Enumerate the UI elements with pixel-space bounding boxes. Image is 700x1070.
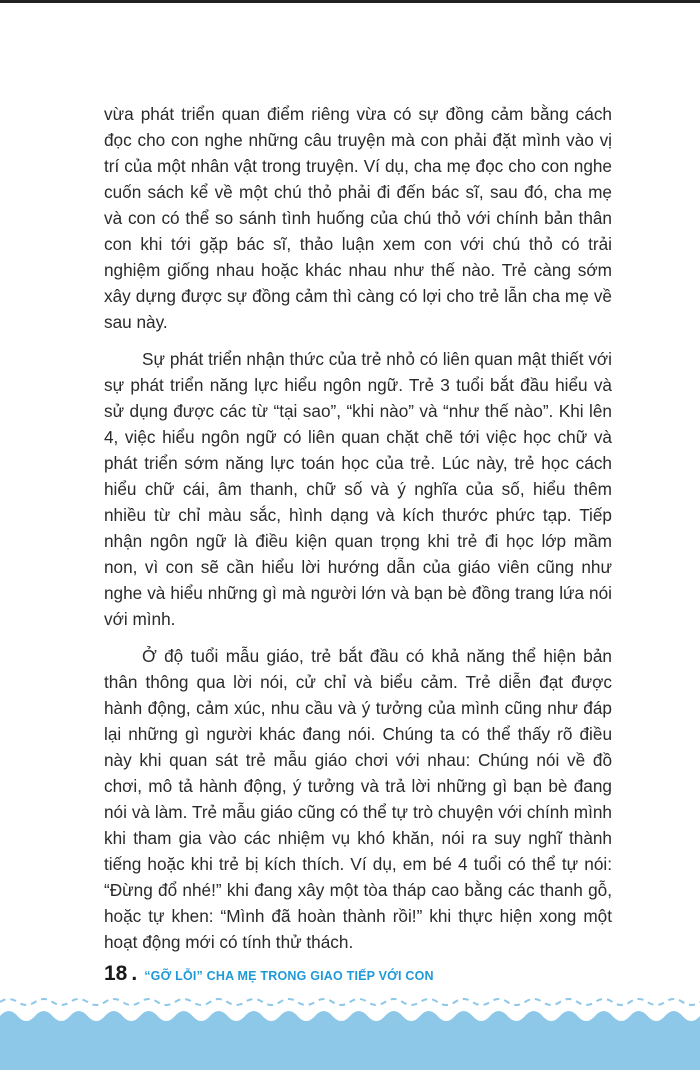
- book-title: “GỠ LỖI” CHA MẸ TRONG GIAO TIẾP VỚI CON: [144, 969, 434, 983]
- wave-dash-line: [0, 999, 700, 1005]
- page-number: 18: [104, 962, 128, 985]
- decorative-wave-band: [0, 996, 700, 1070]
- page-body-text: [104, 101, 612, 966]
- footer-separator: .: [131, 962, 138, 985]
- wave-fill: [0, 1011, 700, 1070]
- paragraph-1: vừa phát triển quan điểm riêng vừa có sự đồng cảm bằng cách đọc cho con nghe những câu truyện mà con phải đặt mình vào vị trí của một nhân vật trong truyện. Ví dụ, cha mẹ đọc cho con nghe cuốn sách kể về một chú thỏ phải đi đến bác sĩ, sau đó, cha mẹ và con có thể so sánh tình huống của chú thỏ với chính bản thân con khi tới gặp bác sĩ, thảo luận xem con với chú thỏ có trải nghiệm giống nhau hoặc khác nhau như thế nào. Trẻ càng sớm xây dựng được sự đồng cảm thì càng có lợi cho trẻ lẫn cha mẹ về sau này.: [104, 104, 612, 332]
- top-border-rule: [0, 0, 700, 3]
- paragraph-3: Ở độ tuổi mẫu giáo, trẻ bắt đầu có khả năng thể hiện bản thân thông qua lời nói, cử chỉ và biểu cảm. Trẻ diễn đạt được hành động, cảm xúc, nhu cầu và ý tưởng của mình cũng như đáp lại những gì người khác đang nói. Chúng ta có thể thấy rõ điều này khi quan sát trẻ mẫu giáo chơi với nhau: Chúng nói về đồ chơi, mô tả hành động, ý tưởng và trả lời những gì bạn bè đang nói và làm. Trẻ mẫu giáo cũng có thể tự trò chuyện với chính mình khi tham gia vào các nhiệm vụ khó khăn, nói ra suy nghĩ thành tiếng hoặc khi trẻ bị kích thích. Ví dụ, em bé 4 tuổi có thể tự nói: “Đừng đổ nhé!” khi đang xây một tòa tháp cao bằng các thanh gỗ, hoặc tự khen: “Mình đã hoàn thành rồi!” khi thực hiện xong một hoạt động mới có tính thử thách.: [104, 646, 612, 952]
- page-footer: [104, 962, 434, 990]
- paragraph-2: Sự phát triển nhận thức của trẻ nhỏ có liên quan mật thiết với sự phát triển năng lực hiểu ngôn ngữ. Trẻ 3 tuổi bắt đầu hiểu và sử dụng được các từ “tại sao”, “khi nào” và “như thế nào”. Khi lên 4, việc hiểu ngôn ngữ có liên quan chặt chẽ tới việc học chữ và phát triển sớm năng lực toán học của trẻ. Lúc này, trẻ học cách hiểu chữ cái, âm thanh, chữ số và ý nghĩa của số, hiểu thêm nhiều từ chỉ màu sắc, hình dạng và kích thước phức tạp. Tiếp nhận ngôn ngữ là điều kiện quan trọng khi trẻ đi học lớp mầm non, vì con sẽ cần hiểu lời hướng dẫn của giáo viên cũng như nghe và hiểu những gì mà người lớn và bạn bè đồng trang lứa nói với mình.: [104, 349, 612, 629]
